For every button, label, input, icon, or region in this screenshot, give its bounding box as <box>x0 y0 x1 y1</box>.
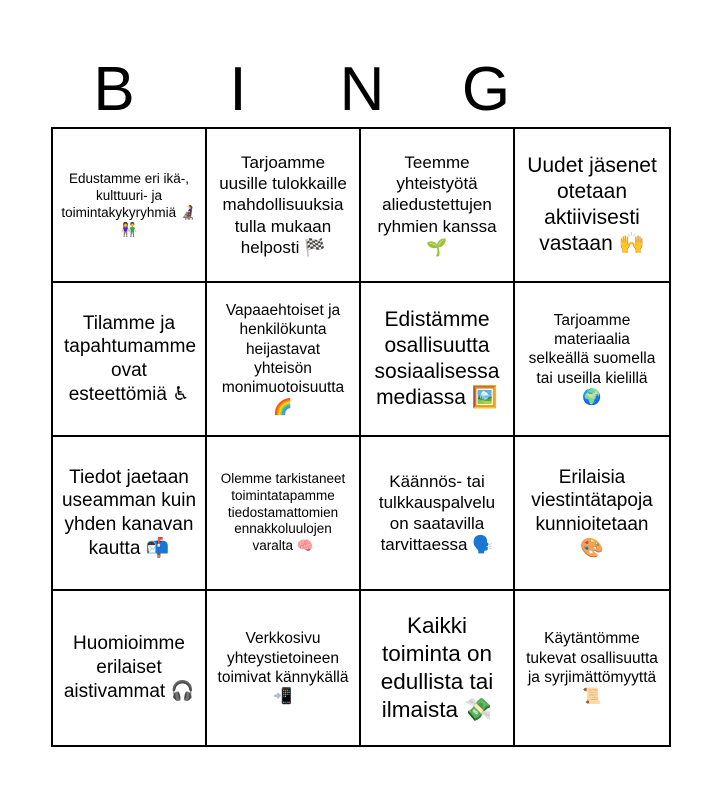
bingo-cell-11[interactable] <box>361 437 515 591</box>
header-letter-i: I <box>229 55 247 124</box>
cell-text: Käännös- tai tulkkauspalvelu on saatavilla tarvittaessa 🗣️ <box>378 471 496 555</box>
cell-text: Edistämme osallisuutta sosiaalisessa mediassa 🖼️ <box>374 307 500 410</box>
bingo-cell-4[interactable] <box>515 129 669 283</box>
bingo-cell-3[interactable] <box>361 129 515 283</box>
bingo-cell-8[interactable] <box>515 283 669 437</box>
bingo-cell-6[interactable] <box>207 283 361 437</box>
header-letter-b: B <box>93 55 135 124</box>
cell-text: Edustamme eri ikä-, kulttuuri- ja toimintakykyryhmiä 👩‍🦼👫 <box>61 171 197 237</box>
cell-text: Huomioimme erilaiset aistivammat 🎧 <box>63 633 195 702</box>
bingo-header <box>52 52 672 128</box>
bingo-cell-9[interactable] <box>53 437 207 591</box>
bingo-cell-5[interactable] <box>53 283 207 437</box>
bingo-cell-2[interactable] <box>207 129 361 283</box>
header-letter-n: N <box>339 55 385 124</box>
bingo-cell-14[interactable] <box>207 591 361 745</box>
cell-text: Tilamme ja tapahtumamme ovat esteettömiä ♿ <box>64 312 197 405</box>
cell-text: Vapaaehtoiset ja henkilökunta heijastavat yhteisön monimuotoisuutta 🌈 <box>221 301 345 416</box>
bingo-cell-7[interactable] <box>361 283 515 437</box>
cell-text: Kaikki toiminta on edullista tai ilmaista 💸 <box>380 612 494 723</box>
bingo-cell-1[interactable] <box>53 129 207 283</box>
bingo-cell-13[interactable] <box>53 591 207 745</box>
bingo-cell-16[interactable] <box>515 591 669 745</box>
cell-text: Olemme tarkistaneet toimintatapamme tiedostamattomien ennakkoluulojen varalta 🧠 <box>220 470 346 554</box>
bingo-cell-15[interactable] <box>361 591 515 745</box>
cell-text: Verkkosivu yhteystietoineen toimivat kännykällä 📲 <box>217 630 349 706</box>
cell-text: Tarjoamme uusille tulokkaille mahdollisuuksia tulla mukaan helposti 🏁 <box>219 152 347 257</box>
cell-text: Tarjoamme materiaalia selkeällä suomella tai useilla kielillä 🌍 <box>528 311 656 407</box>
bingo-cell-12[interactable] <box>515 437 669 591</box>
cell-text: Tiedot jaetaan useamman kuin yhden kanavan kautta 📬 <box>61 466 197 559</box>
cell-text: Käytäntömme tukevat osallisuutta ja syrjimättömyyttä 📜 <box>526 630 658 706</box>
bingo-cell-10[interactable] <box>207 437 361 591</box>
cell-text: Uudet jäsenet otetaan aktiivisesti vastaan 🙌 <box>527 153 657 256</box>
cell-text: Teemme yhteistyötä aliedustettujen ryhmien kanssa 🌱 <box>377 152 497 257</box>
cell-text: Erilaisia viestintätapoja kunnioitetaan 🎨 <box>531 466 653 559</box>
bingo-grid <box>51 127 671 747</box>
header-letter-g: G <box>461 55 511 124</box>
